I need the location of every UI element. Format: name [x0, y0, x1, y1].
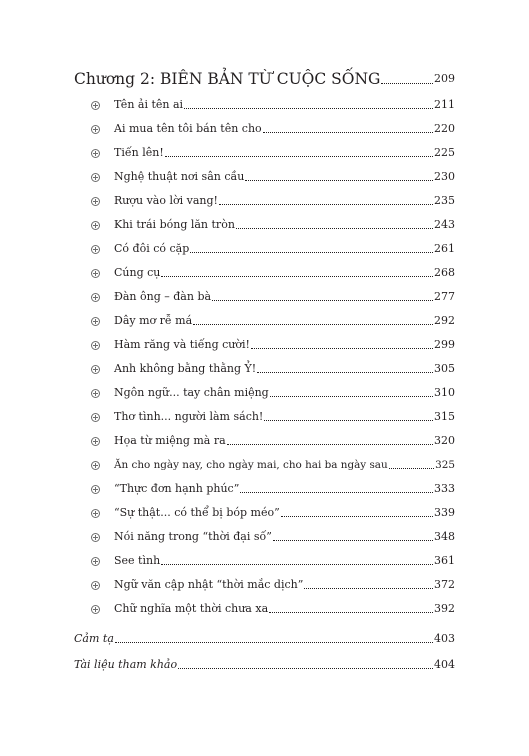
entry-title: Tiến lên!	[114, 146, 164, 159]
entry-title: “Sự thật... có thể bị bóp méo”	[114, 506, 280, 519]
dot-leader	[240, 491, 433, 493]
page-number: 404	[434, 658, 455, 671]
entry-title: Ai mua tên tôi bán tên cho	[114, 122, 262, 135]
page-number: 243	[434, 218, 455, 231]
circled-plus-icon	[91, 149, 100, 158]
dot-leader	[304, 587, 433, 589]
toc-entry	[91, 92, 455, 112]
dot-leader	[281, 515, 433, 517]
page-number: 361	[434, 554, 455, 567]
toc-entry	[91, 164, 455, 184]
entry-title: Đàn ông – đàn bà	[114, 290, 212, 303]
dot-leader	[161, 563, 433, 565]
dot-leader	[184, 107, 433, 109]
dot-leader	[381, 82, 433, 84]
circled-plus-icon	[91, 557, 100, 566]
page-number: 348	[434, 530, 455, 543]
toc-entry	[91, 452, 455, 472]
toc-entry	[91, 284, 455, 304]
dot-leader	[269, 611, 433, 613]
page-number: 392	[434, 602, 455, 615]
toc-back-matter	[74, 626, 455, 646]
toc-entry	[91, 500, 455, 520]
circled-plus-icon	[91, 101, 100, 110]
entry-title: See tình	[114, 554, 161, 567]
toc-entry	[91, 428, 455, 448]
toc-entry	[91, 188, 455, 208]
page-number: 220	[434, 122, 455, 135]
entry-title: Dây mơ rễ má	[114, 314, 193, 327]
toc-entry	[91, 260, 455, 280]
circled-plus-icon	[91, 485, 100, 494]
toc-entry	[91, 476, 455, 496]
circled-plus-icon	[91, 341, 100, 350]
entry-title: Anh không bằng thằng Ỷ!	[114, 362, 257, 375]
page-number: 292	[434, 314, 455, 327]
page-number: 230	[434, 170, 455, 183]
entry-title: Có đôi có cặp	[114, 242, 190, 255]
dot-leader	[273, 539, 433, 541]
toc-entry	[91, 236, 455, 256]
dot-leader	[190, 251, 433, 253]
page-number: 339	[434, 506, 455, 519]
toc-entry	[91, 332, 455, 352]
circled-plus-icon	[91, 317, 100, 326]
page-number: 305	[434, 362, 455, 375]
entry-title: Thơ tình... người làm sách!	[114, 410, 264, 423]
entry-title: Tên ải tên ai	[114, 98, 184, 111]
circled-plus-icon	[91, 125, 100, 134]
page-number: 211	[434, 98, 455, 111]
page-number: 225	[434, 146, 455, 159]
circled-plus-icon	[91, 533, 100, 542]
entry-title: Chữ nghĩa một thời chưa xa	[114, 602, 269, 615]
circled-plus-icon	[91, 197, 100, 206]
dot-leader	[212, 299, 433, 301]
dot-leader	[236, 227, 433, 229]
page-number: 403	[434, 632, 455, 645]
dot-leader	[165, 155, 433, 157]
circled-plus-icon	[91, 461, 100, 470]
dot-leader	[263, 131, 433, 133]
page-number: 372	[434, 578, 455, 591]
toc-entry	[91, 140, 455, 160]
dot-leader	[245, 179, 433, 181]
circled-plus-icon	[91, 581, 100, 590]
page-number: 268	[434, 266, 455, 279]
circled-plus-icon	[91, 413, 100, 422]
toc-back-matter	[74, 652, 455, 672]
entry-title: Ngôn ngữ... tay chân miệng	[114, 386, 269, 399]
entry-title: Ăn cho ngày nay, cho ngày mai, cho hai ba ngày sau	[114, 459, 388, 471]
entry-title: Hàm răng và tiếng cười!	[114, 338, 250, 351]
circled-plus-icon	[91, 437, 100, 446]
toc-entry	[91, 356, 455, 376]
entry-title: “Thực đơn hạnh phúc”	[114, 482, 240, 495]
page-number: 209	[434, 72, 455, 85]
toc-entry	[91, 212, 455, 232]
circled-plus-icon	[91, 245, 100, 254]
toc-entry	[91, 308, 455, 328]
entry-title: Nghệ thuật nơi sân cầu	[114, 170, 245, 183]
dot-leader	[193, 323, 433, 325]
entry-title: Họa từ miệng mà ra	[114, 434, 226, 447]
dot-leader	[161, 275, 433, 277]
page-number: 310	[434, 386, 455, 399]
circled-plus-icon	[91, 293, 100, 302]
toc-entry	[91, 116, 455, 136]
circled-plus-icon	[91, 269, 100, 278]
dot-leader	[251, 347, 433, 349]
toc-entry	[91, 548, 455, 568]
page-number: 277	[434, 290, 455, 303]
toc-entry	[91, 380, 455, 400]
page-number: 333	[434, 482, 455, 495]
circled-plus-icon	[91, 173, 100, 182]
chapter-title: Chương 2: BIÊN BẢN TỪ CUỘC SỐNG	[74, 70, 381, 88]
toc-entry	[91, 596, 455, 616]
page-number: 325	[435, 459, 455, 471]
entry-title: Nói năng trong “thời đại số”	[114, 530, 272, 543]
circled-plus-icon	[91, 605, 100, 614]
toc-entry	[91, 404, 455, 424]
page-number: 299	[434, 338, 455, 351]
entry-title: Ngữ văn cập nhật “thời mắc dịch”	[114, 578, 304, 591]
dot-leader	[270, 395, 433, 397]
dot-leader	[178, 667, 433, 669]
circled-plus-icon	[91, 221, 100, 230]
circled-plus-icon	[91, 509, 100, 518]
entry-title: Rượu vào lời vang!	[114, 194, 218, 207]
page-number: 315	[434, 410, 455, 423]
dot-leader	[389, 467, 434, 469]
circled-plus-icon	[91, 389, 100, 398]
entry-title: Khi trái bóng lăn tròn	[114, 218, 235, 231]
entry-title: Tài liệu tham khảo	[74, 658, 178, 671]
page-number: 235	[434, 194, 455, 207]
dot-leader	[115, 641, 433, 643]
toc-entry	[91, 572, 455, 592]
dot-leader	[227, 443, 433, 445]
dot-leader	[257, 371, 433, 373]
entry-title: Cúng cụ	[114, 266, 161, 279]
dot-leader	[264, 419, 433, 421]
toc-chapter-heading	[74, 66, 455, 88]
toc-entry	[91, 524, 455, 544]
page-number: 320	[434, 434, 455, 447]
dot-leader	[219, 203, 433, 205]
entry-title: Cảm tạ	[74, 632, 114, 645]
circled-plus-icon	[91, 365, 100, 374]
page-number: 261	[434, 242, 455, 255]
